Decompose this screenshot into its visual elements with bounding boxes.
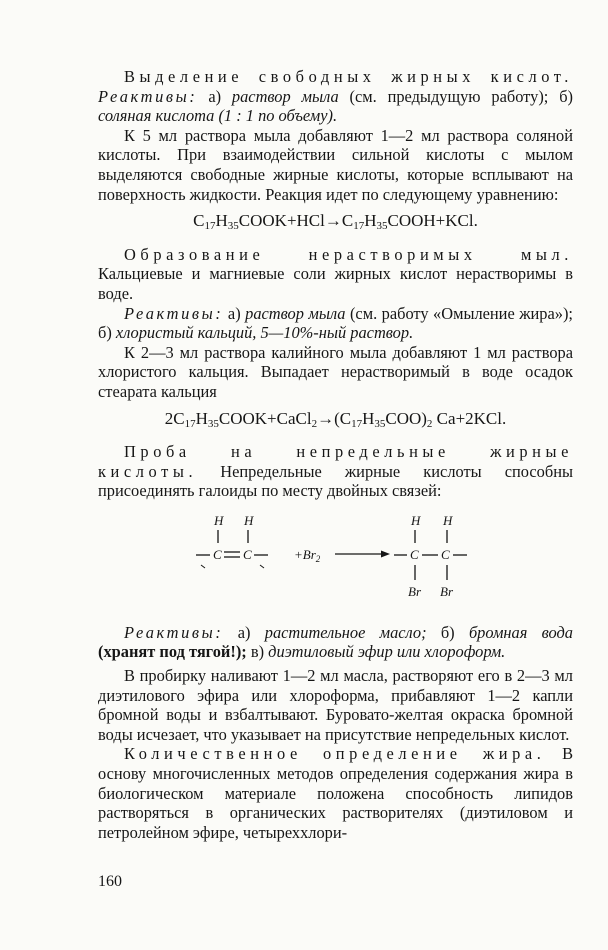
formula: CaCl$_2$ bbox=[276, 408, 318, 430]
reagent-label: $+Br_2$ bbox=[294, 546, 321, 564]
formula: $2C_{17}H_{35}COOK$ bbox=[164, 408, 268, 430]
reagents-label: Реактивы: bbox=[98, 86, 198, 106]
formula: $C_{17}H_{35}COOK$ bbox=[193, 211, 287, 233]
formula: HCl bbox=[296, 211, 325, 231]
reagents-label: Реактивы: bbox=[124, 622, 224, 642]
paragraph: В пробирку наливают 1—2 мл масла, растворяют его в 2—3 мл диэтилового эфира или хлороформа, прибавляют 1—2 капли бромной воды и взбалтывают. Буровато-желтая окраска бромной воды исчезает, что указывает на присутствие непредельных кислот. bbox=[98, 666, 573, 744]
section-unsaturated-test: Проба на непредельные жирные кислоты. Непредельные жирные кислоты способны присоединять галоиды по месту двойных связей: bbox=[98, 442, 573, 501]
page-text bbox=[98, 67, 573, 842]
section-fatty-acids: Выделение свободных жирных кислот. Реактивы: а) раствор мыла (см. предыдущую работу); б) соляная кислота (1 : 1 по объему). bbox=[98, 67, 573, 126]
atom-label: H bbox=[214, 512, 224, 528]
atom-label: Br bbox=[408, 583, 421, 599]
atom-label: C bbox=[243, 546, 252, 562]
atom-label: C bbox=[213, 546, 222, 562]
arrow-head-icon bbox=[381, 550, 390, 557]
section-heading: Проба на непредельные жирные кислоты. bbox=[98, 442, 573, 481]
reagents-label: Реактивы: bbox=[124, 303, 224, 323]
reagents-paragraph: Реактивы: а) раствор мыла (см. работу «Омыление жира»); б) хлористый кальций, 5—10%-ный раствор. bbox=[98, 303, 573, 343]
paragraph: К 5 мл раствора мыла добавляют 1—2 мл раствора соляной кислоты. При взаимодействии сильной кислоты с мылом выделяются свободные жирные кислоты, которые всплывают на поверхность жидкости. Реакция идет по следующему уравнению: bbox=[98, 125, 573, 204]
equation-2: $2C_{17}H_{35}COOK+CaCl_2\to(C_{17}H_{35}COO)_2$ Ca+2KCl. bbox=[164, 408, 507, 430]
atom-label: Br bbox=[440, 583, 453, 599]
bromination-scheme bbox=[98, 507, 573, 603]
atom-label: C bbox=[410, 546, 419, 562]
reagents-paragraph: Реактивы: а) растительное масло; б) бромная вода (хранят под тягой!); в) диэтиловый эфир или хлороформ. bbox=[98, 622, 573, 662]
section-insoluble-soaps: Образование нерастворимых мыл. Кальциевые и магниевые соли жирных кислот нерастворимы в воде. bbox=[98, 244, 573, 303]
section-heading: Выделение свободных жирных кислот. bbox=[124, 67, 573, 86]
formula: $C_{17}H_{35}COOH$ bbox=[341, 211, 436, 233]
paragraph: К 2—3 мл раствора калийного мыла добавляют 1 мл раствора хлористого кальция. Выпадает нерастворимый в воде осадок стеарата кальция bbox=[98, 342, 573, 401]
section-fat-quantity: Количественное определение жира. В основу многочисленных методов определения содержания жира в биологическом материале положена способность липидов растворяться в органических растворителях (диэтиловом и петролейном эфире, четыреххлори- bbox=[98, 744, 573, 842]
atom-label: H bbox=[244, 512, 254, 528]
equation-1: $C_{17}H_{35}COOK+HCl\to C_{17}H_{35}COOH+KCl$. bbox=[193, 211, 478, 233]
section-heading: Количественное определение жира. bbox=[124, 744, 546, 764]
bromination-diagram bbox=[98, 507, 573, 603]
page-number: 160 bbox=[98, 873, 122, 890]
formula: 2KCl bbox=[465, 408, 502, 428]
section-heading: Образование нерастворимых мыл. bbox=[124, 244, 573, 264]
atom-label: C bbox=[441, 546, 450, 562]
formula: KCl bbox=[445, 211, 474, 231]
formula: $(C_{17}H_{35}COO)_2$ Ca bbox=[334, 408, 456, 430]
atom-label: H bbox=[443, 512, 453, 528]
atom-label: H bbox=[411, 512, 421, 528]
